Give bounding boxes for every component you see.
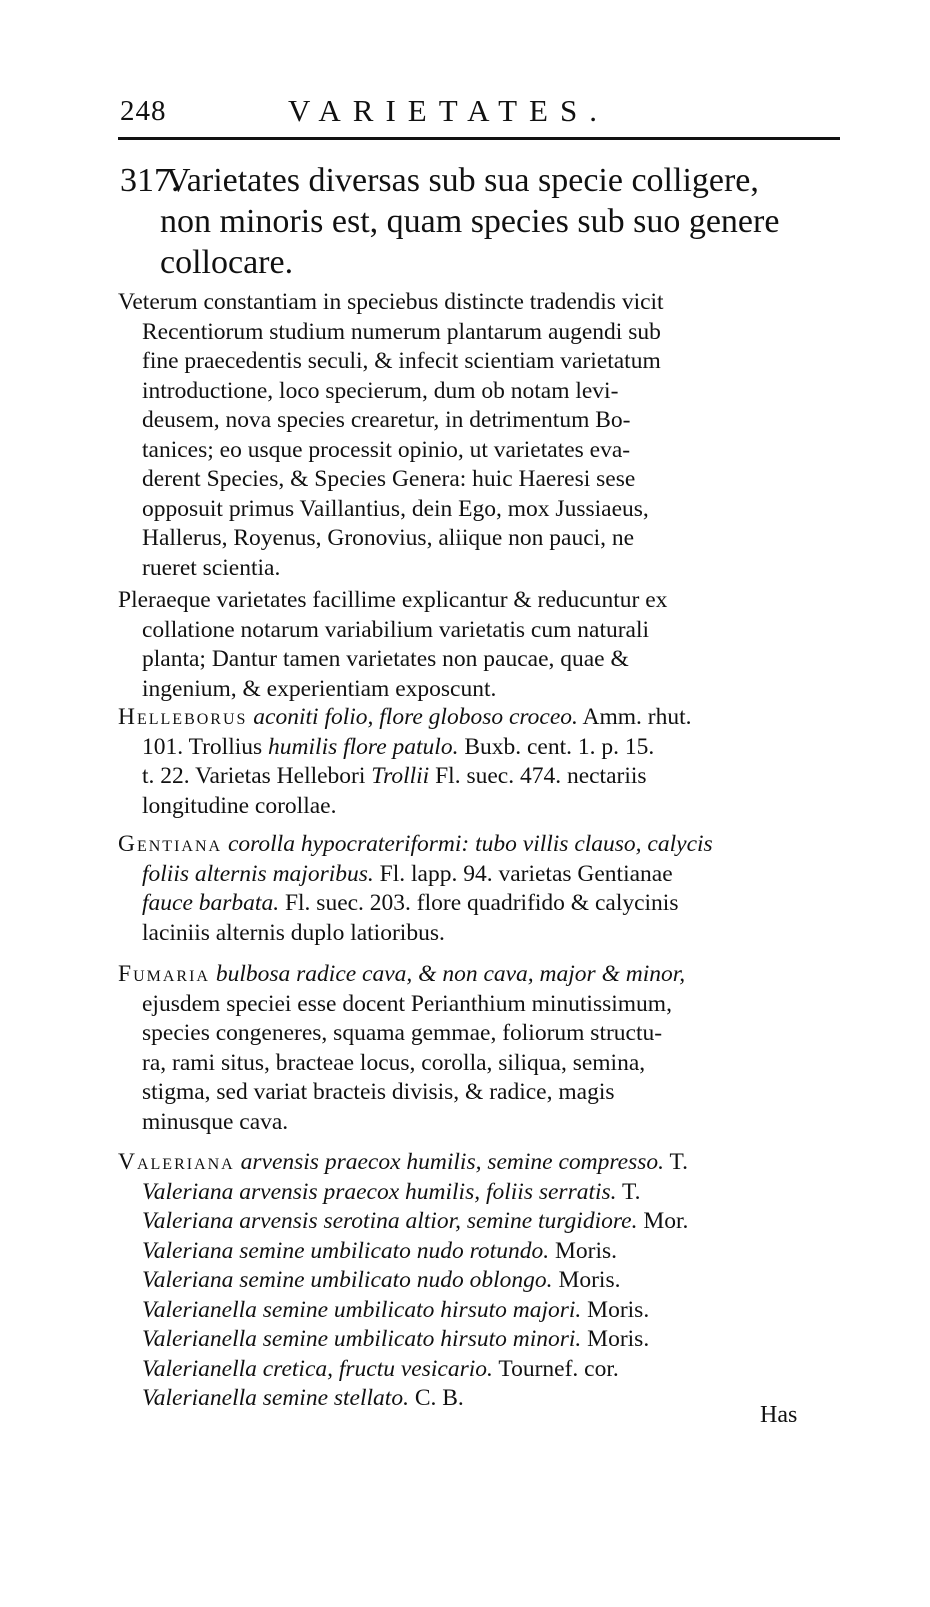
synonym-name: Valeriana semine umbilicato nudo oblongo. (142, 1267, 553, 1293)
commentary-line: collatione notarum variabilium varietatis cum naturali (142, 616, 650, 643)
synonym-source: Tournef. cor. (498, 1355, 619, 1382)
genus-name: Valeriana (118, 1149, 235, 1175)
aphorism-number: 317. (120, 162, 180, 199)
commentary-line: planta; Dantur tamen varietates non paucae, quae & (142, 646, 629, 672)
entry-line: ejusdem speciei esse docent Perianthium minutissimum, (142, 990, 672, 1017)
entry-line: laciniis alternis duplo latioribus. (142, 919, 445, 946)
synonym-line (142, 1207, 688, 1237)
italic-phrase: Trollii (371, 763, 430, 789)
reference-text: Fl. suec. 474. nectariis (435, 763, 647, 789)
synonym-line (142, 1266, 620, 1296)
synonym-source: Moris. (587, 1296, 650, 1323)
genus-name: Fumaria (118, 961, 210, 987)
entry-line (118, 830, 713, 860)
commentary-line: Veterum constantiam in speciebus distincte tradendis vicit (118, 289, 664, 315)
synonym-name: Valeriana arvensis praecox humilis, foliis serratis. (142, 1178, 617, 1205)
running-head: VARIETATES. (288, 93, 609, 128)
entry-line (142, 733, 654, 763)
synonym-name: Valerianella semine umbilicato hirsuto majori. (142, 1296, 582, 1323)
italic-phrase: arvensis praecox humilis, semine compresso. (240, 1149, 664, 1175)
entry-line (142, 762, 647, 792)
italic-phrase: fauce barbata. (142, 890, 280, 916)
aphorism-line: non minoris est, quam species sub suo genere (160, 203, 780, 240)
synonym-name: Valeriana semine umbilicato nudo rotundo. (142, 1237, 550, 1264)
entry-line: longitudine corollae. (142, 792, 337, 819)
synonym-name: Valerianella semine umbilicato hirsuto minori. (142, 1326, 582, 1352)
commentary-line: rueret scientia. (142, 554, 281, 581)
reference-text: Fl. suec. 203. flore quadrifido & calycinis (284, 890, 679, 916)
italic-phrase: aconiti folio, flore globoso croceo. (253, 704, 578, 730)
commentary-line: introductione, loco specierum, dum ob notam levi- (142, 377, 619, 404)
synonym-name: Valerianella cretica, fructu vesicario. (142, 1355, 493, 1382)
entry-line: ra, rami situs, bracteae locus, corolla, siliqua, semina, (142, 1049, 646, 1076)
reference-text: T. (669, 1149, 688, 1175)
entry-line (142, 860, 673, 890)
italic-phrase: humilis flore patulo. (268, 733, 459, 760)
entry-line (118, 1148, 688, 1178)
entry-line (142, 889, 679, 919)
synonym-source: Moris. (558, 1267, 621, 1293)
commentary-line: ingenium, & experientiam exposcunt. (142, 675, 497, 702)
synonym-source: Moris. (554, 1237, 617, 1264)
synonym-line (142, 1296, 649, 1326)
entry-line: species congeneres, squama gemmae, foliorum structu- (142, 1020, 663, 1046)
entry-line: stigma, sed variat bracteis divisis, & radice, magis (142, 1079, 615, 1105)
synonym-line (142, 1355, 619, 1385)
synonym-source: T. (622, 1178, 641, 1205)
italic-phrase: corolla hypocrateriformi: tubo villis clauso, calycis (227, 831, 713, 857)
reference-text: Fl. lapp. 94. varietas Gentianae (379, 860, 673, 887)
aphorism-line: Varietates diversas sub sua specie colligere, (166, 162, 759, 199)
commentary-line: Hallerus, Royenus, Gronovius, aliique non pauci, ne (142, 525, 635, 551)
catchword: Has (760, 1402, 798, 1428)
synonym-name: Valeriana arvensis serotina altior, semine turgidiore. (142, 1208, 638, 1234)
italic-phrase: bulbosa radice cava, & non cava, major & minor, (215, 961, 686, 987)
entry-line (118, 960, 685, 990)
commentary-line: fine praecedentis seculi, & infecit scientiam varietatum (142, 348, 661, 374)
genus-name: Gentiana (118, 831, 223, 857)
synonym-source: Mor. (643, 1208, 689, 1234)
page-header (0, 0, 930, 140)
genus-name: Helleborus (118, 704, 248, 730)
entry-line (118, 703, 692, 733)
synonym-source: C. B. (414, 1385, 464, 1411)
synonym-source: Moris. (587, 1326, 650, 1352)
synonym-line (142, 1237, 617, 1267)
reference-text: 101. Trollius (142, 733, 263, 760)
reference-text: Buxb. cent. 1. p. 15. (464, 733, 655, 760)
commentary-line: tanices; eo usque processit opinio, ut varietates eva- (142, 436, 631, 463)
synonym-line (142, 1384, 464, 1414)
reference-text: t. 22. Varietas Hellebori (142, 763, 366, 789)
commentary-line: Pleraeque varietates facillime explicantur & reducuntur ex (118, 587, 668, 613)
page-number: 248 (120, 95, 167, 127)
synonym-line (142, 1178, 641, 1208)
commentary-line: Recentiorum studium numerum plantarum augendi sub (142, 318, 661, 345)
commentary-line: opposuit primus Vaillantius, dein Ego, mox Jussiaeus, (142, 495, 649, 522)
commentary-line: derent Species, & Species Genera: huic Haeresi sese (142, 466, 636, 492)
italic-phrase: foliis alternis majoribus. (142, 860, 374, 887)
synonym-name: Valerianella semine stellato. (142, 1385, 409, 1411)
synonym-line (142, 1325, 649, 1355)
entry-line: minusque cava. (142, 1108, 289, 1135)
header-rule (118, 137, 840, 140)
reference-text: Amm. rhut. (582, 704, 692, 730)
aphorism-line: collocare. (160, 244, 294, 281)
commentary-line: deusem, nova species crearetur, in detrimentum Bo- (142, 407, 631, 433)
